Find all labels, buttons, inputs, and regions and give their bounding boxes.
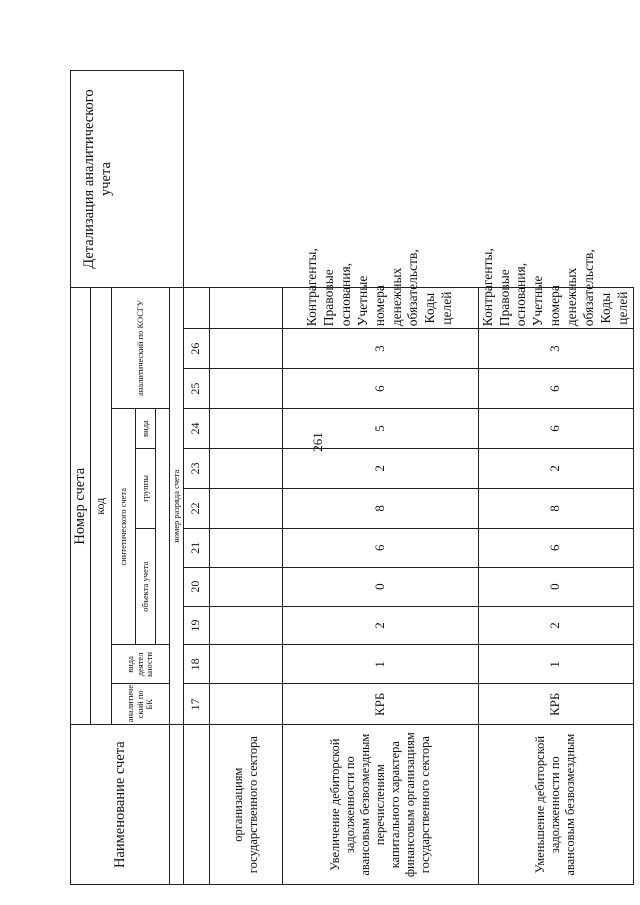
value-cell: [209, 645, 282, 684]
digit-cell: 21: [183, 528, 209, 567]
value-cell: [209, 329, 282, 369]
digit-cell: 26: [183, 329, 209, 369]
value-cell: 0: [282, 567, 478, 606]
value-cell: 8: [282, 488, 478, 528]
table-row: [282, 71, 478, 885]
analytical-kosgu-header: аналитический по КОСГУ: [111, 288, 169, 409]
digit-cell: 18: [183, 645, 209, 684]
value-cell: 2: [282, 448, 478, 488]
digit-cell: 17: [183, 684, 209, 725]
object-header: объекта учета: [135, 528, 155, 645]
value-cell: [209, 369, 282, 409]
digit-number-header: номер разряда счета: [169, 288, 183, 725]
value-cell: 6: [478, 528, 633, 567]
detail-cell: Контрагенты, Правовые основания, Учетные номера денежных обязательств, Коды целей: [478, 288, 633, 329]
digit-cell: 22: [183, 488, 209, 528]
value-cell: КРБ: [478, 684, 633, 725]
kind-header: вида: [135, 409, 155, 449]
table-row: [209, 71, 282, 885]
number-col-header: Номер счета: [71, 288, 91, 725]
value-cell: 6: [478, 409, 633, 449]
value-cell: [209, 567, 282, 606]
digit-cell: 19: [183, 606, 209, 645]
digit-cell: 20: [183, 567, 209, 606]
value-cell: [209, 684, 282, 725]
value-cell: 2: [478, 606, 633, 645]
value-cell: 0: [478, 567, 633, 606]
value-cell: [209, 488, 282, 528]
value-cell: [209, 606, 282, 645]
value-cell: 6: [282, 369, 478, 409]
table-row: [478, 71, 633, 885]
value-cell: 3: [478, 329, 633, 369]
value-cell: 1: [282, 645, 478, 684]
code-header: код: [90, 288, 111, 725]
value-cell: 3: [282, 329, 478, 369]
name-col-header: Наименование счета: [71, 725, 170, 885]
account-name: организациям государственного сектора: [209, 725, 282, 885]
value-cell: 6: [282, 528, 478, 567]
rotated-page: [70, 70, 630, 885]
value-cell: [209, 409, 282, 449]
value-cell: 6: [478, 369, 633, 409]
sub-blank: [155, 409, 169, 645]
detail-col-header: Детализация аналитического учета: [71, 71, 184, 288]
synthetic-header: синтетического счета: [111, 409, 135, 645]
detail-col-blank: [183, 288, 209, 329]
value-cell: [209, 448, 282, 488]
value-cell: 5: [282, 409, 478, 449]
account-name: Уменьшение дебиторской задолженности по авансовым безвозмездным: [478, 725, 633, 885]
analytical-bk-header: аналитиче ский по БК: [111, 684, 169, 725]
value-cell: 1: [478, 645, 633, 684]
name-col-blank: [183, 725, 209, 885]
account-table: [70, 70, 634, 885]
value-cell: 2: [282, 606, 478, 645]
activity-type-header: вида деятел ьности: [111, 645, 169, 684]
detail-cell: Контрагенты, Правовые основания, Учетные номера денежных обязательств, Коды целей: [282, 288, 478, 329]
digit-cell: 24: [183, 409, 209, 449]
detail-cell: [209, 288, 282, 329]
digit-cell: 23: [183, 448, 209, 488]
value-cell: 8: [478, 488, 633, 528]
name-col-blank: [169, 725, 183, 885]
value-cell: 2: [478, 448, 633, 488]
page-number: 261: [310, 432, 325, 452]
value-cell: КРБ: [282, 684, 478, 725]
account-name: Увеличение дебиторской задолженности по авансовым безвозмездным перечислениям капитального характера финансовым организациям государственного сектора: [282, 725, 478, 885]
digit-cell: 25: [183, 369, 209, 409]
group-header: группы: [135, 448, 155, 528]
value-cell: [209, 528, 282, 567]
